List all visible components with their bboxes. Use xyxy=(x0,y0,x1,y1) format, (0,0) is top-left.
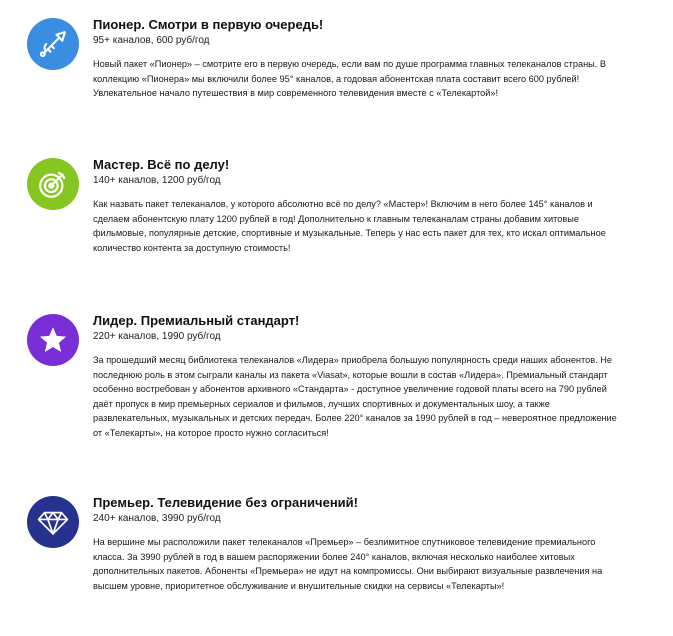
package-subtitle: 95+ каналов, 600 руб/год xyxy=(93,35,210,46)
package-title: Лидер. Премиальный стандарт! xyxy=(93,313,300,328)
package-subtitle: 240+ каналов, 3990 руб/год xyxy=(93,513,221,524)
star-icon xyxy=(27,314,79,366)
package-title: Премьер. Телевидение без ограничений! xyxy=(93,495,358,510)
package-description: Новый пакет «Пионер» – смотрите его в первую очередь, если вам по душе программа главных телеканалов страны. В коллекцию «Пионера» мы включили более 95° каналов, а годовая абонентская плата составит всего 600 рублей! Увлекательное начало путешествия в мир современного телевидения вместе с «Телекартой»! xyxy=(93,59,606,98)
diamond-icon xyxy=(27,496,79,548)
package-title: Мастер. Всё по делу! xyxy=(93,157,230,172)
trumpet-icon xyxy=(27,18,79,70)
package-title: Пионер. Смотри в первую очередь! xyxy=(93,17,324,32)
target-icon xyxy=(27,158,79,210)
package-subtitle: 140+ каналов, 1200 руб/год xyxy=(93,175,221,186)
package-subtitle: 220+ каналов, 1990 руб/год xyxy=(93,331,221,342)
package-description: Как назвать пакет телеканалов, у которого абсолютно всё по делу? «Мастер»! Включим в него более 145° каналов и сделаем абонентскую плату 1200 рублей в год! Дополнительно к главным телеканалам страны добавим хитовые фильмовые, популярные детские, спортивные и музыкальные. Теперь у нас есть пакет для тех, кто искал оптимальное количество контента за доступную стоимость! xyxy=(93,199,606,253)
package-description: За прошедший месяц библиотека телеканалов «Лидера» приобрела большую популярность среди наших абонентов. Не последнюю роль в этом сыграли каналы из пакета «Viasat», которые вошли в состав «Лидера». Премиальный стандарт особенно востребован у абонентов архивного «Стандарта» - доступное увеличение годовой платы всего на 790 рублей даёт пропуск в мир премьерных сериалов и фильмов, лучших спортивных и документальных шоу, а также развлекательных, музыкальных и детских передач. Более 220° каналов за 1990 рублей в год – невероятное предложение от «Телекарты», на которое просто нужно согласиться! xyxy=(93,355,617,438)
package-description: На вершине мы расположили пакет телеканалов «Премьер» – безлимитное спутниковое телевидение премиального класса. За 3990 рублей в год в вашем распоряжении более 240° каналов, включая несколько наиболее хитовых дополнительных пакетов. Абоненты «Премьера» не идут на компромиссы. Они выбирают визуальные развлечения на высшем уровне, приоритетное обслуживание и внушительные скидки на сервисы «Телекарты»! xyxy=(93,537,603,591)
